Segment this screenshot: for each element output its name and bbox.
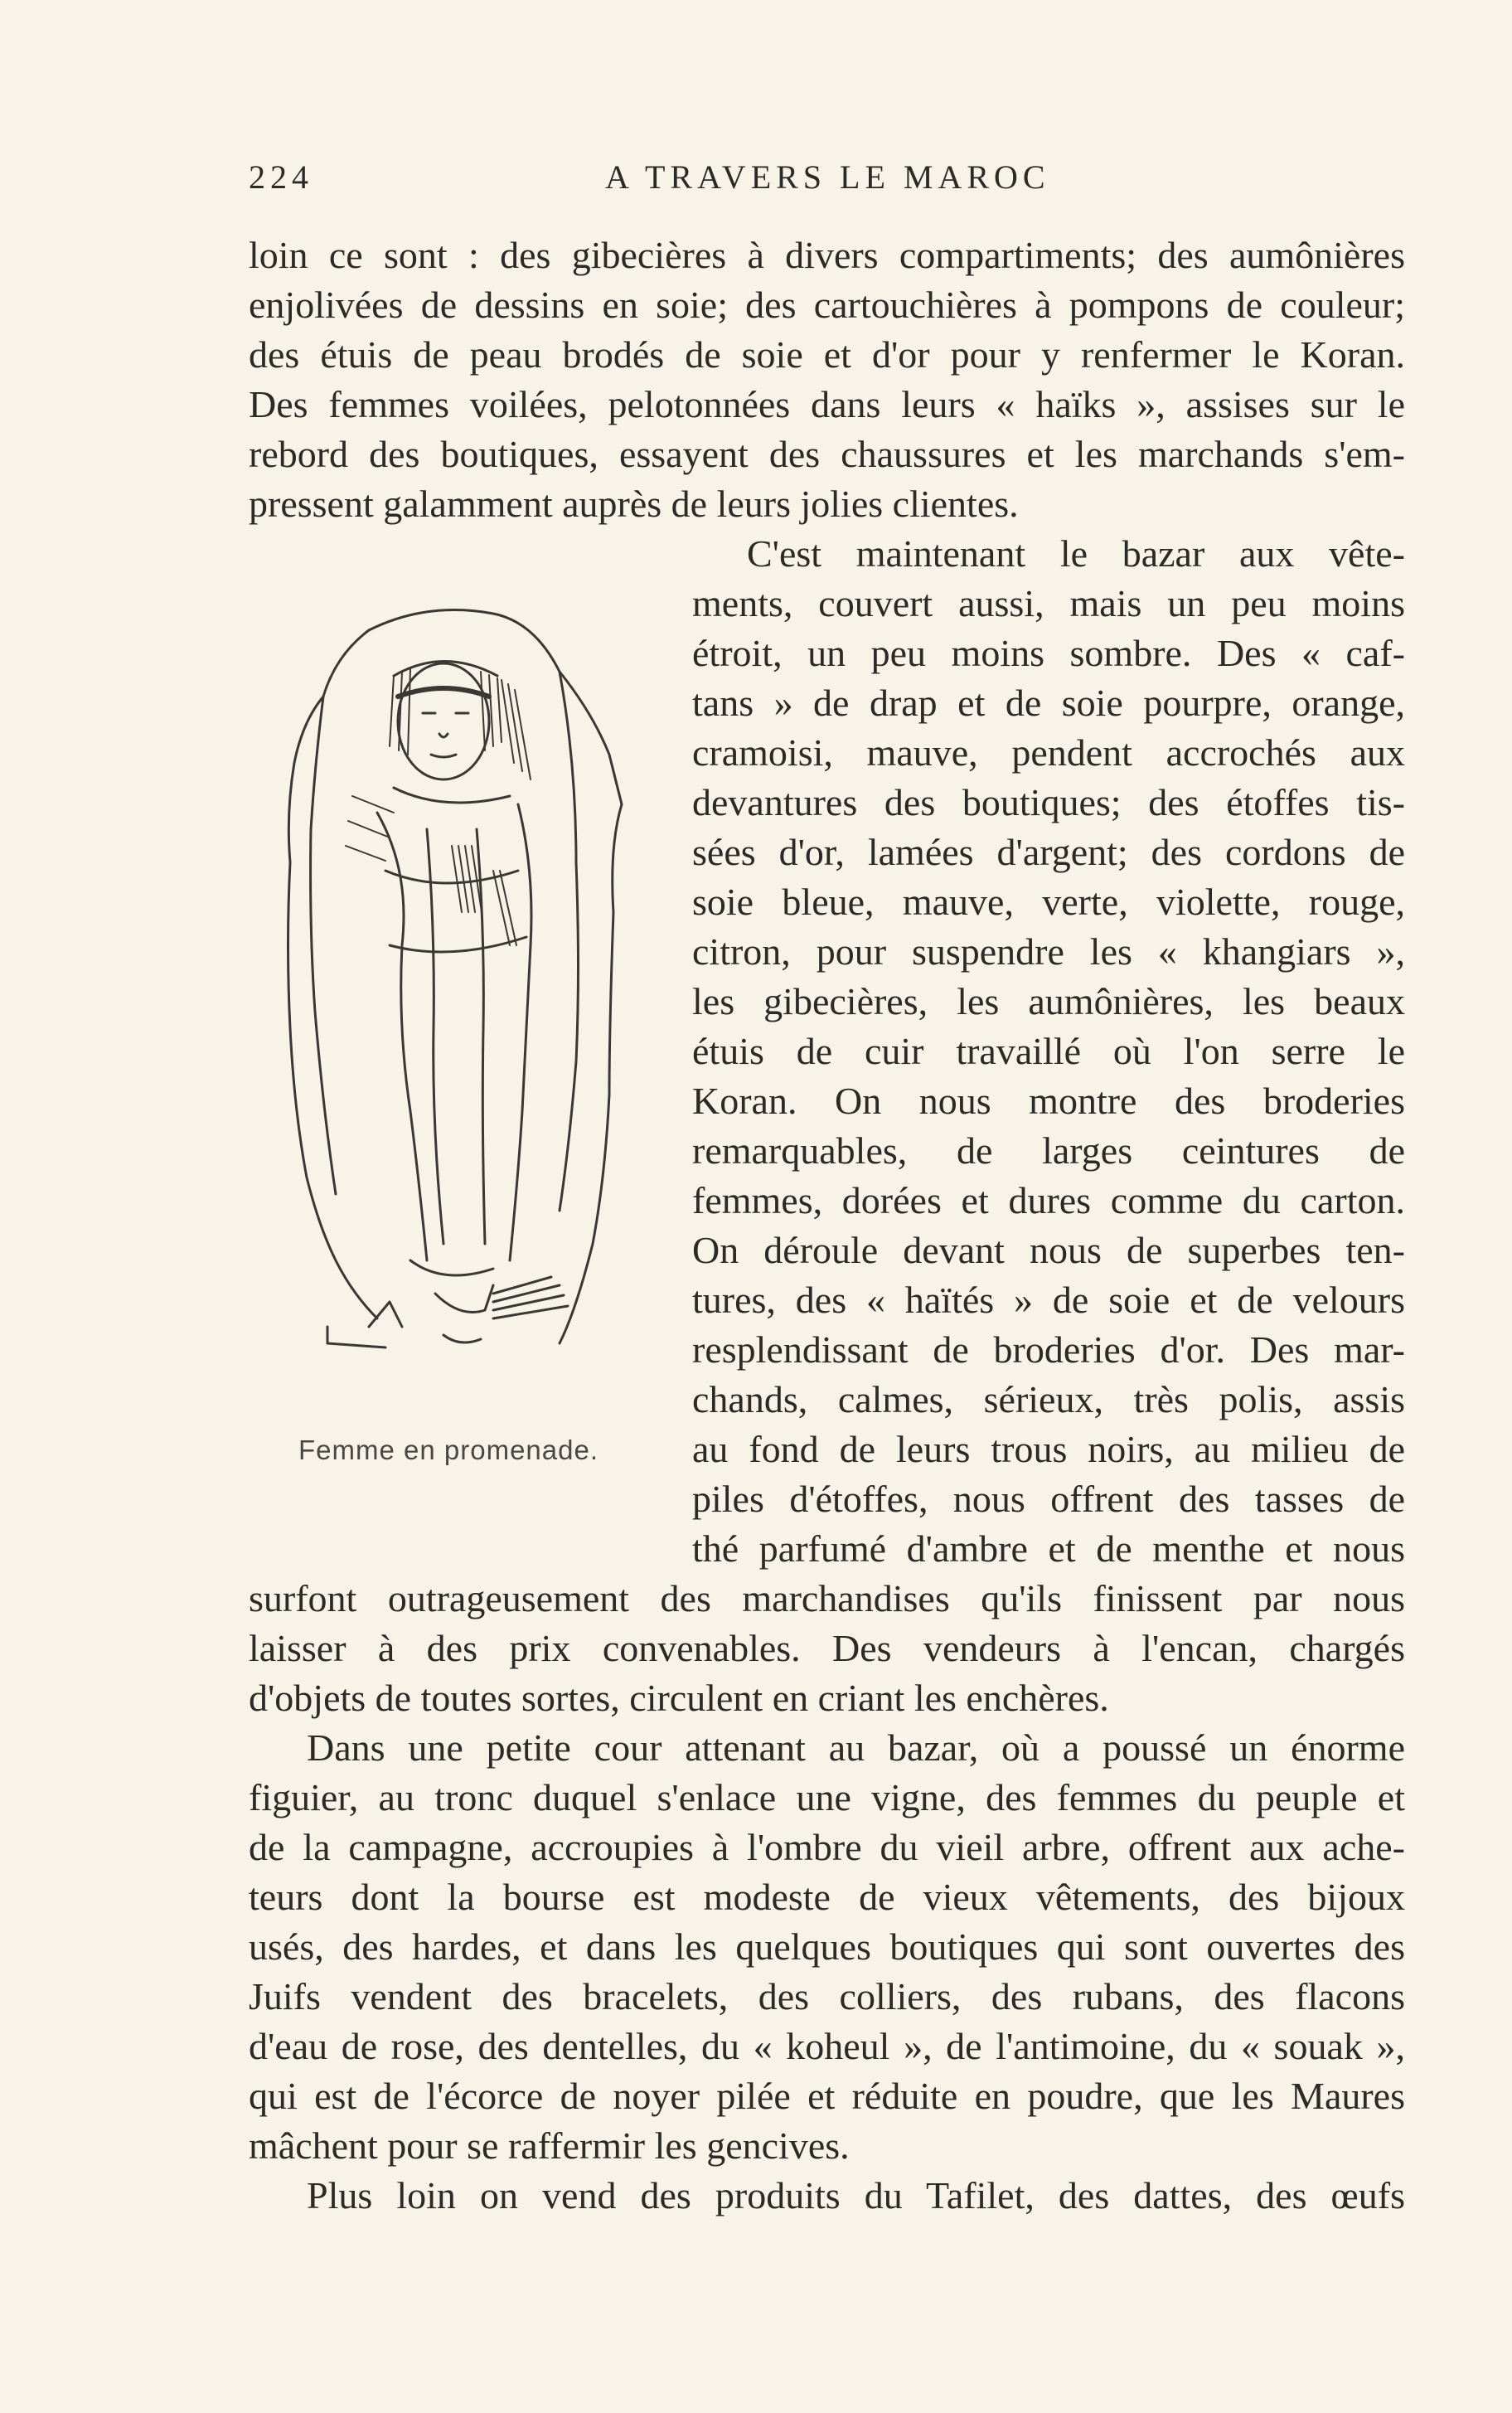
text-line: ments, couvert aussi, mais un peu moins (692, 582, 1405, 624)
text-line: rebord des boutiques, essayent des chaussures et les marchands s'em- (249, 433, 1405, 475)
text-line: enjolivées de dessins en soie; des cartouchières à pompons de couleur; (249, 284, 1405, 326)
page-number: 224 (249, 158, 313, 196)
text-line: chands, calmes, sérieux, très polis, assis (692, 1378, 1405, 1420)
text-line: loin ce sont : des gibecières à divers compartiments; des aumônières (249, 234, 1405, 276)
text-line: citron, pour suspendre les « khangiars », (692, 930, 1405, 973)
text-line: devantures des boutiques; des étoffes tis- (692, 781, 1405, 823)
text-line: soie bleue, mauve, verte, violette, rouge, (692, 881, 1405, 923)
text-line: de la campagne, accroupies à l'ombre du vieil arbre, offrent aux ache- (249, 1826, 1405, 1868)
text-line: Des femmes voilées, pelotonnées dans leurs « haïks », assises sur le (249, 383, 1405, 425)
text-line: femmes, dorées et dures comme du carton. (692, 1179, 1405, 1221)
figure-caption: Femme en promenade. (298, 1435, 599, 1465)
text-line: Juifs vendent des bracelets, des colliers, des rubans, des flacons (249, 1975, 1405, 2017)
text-line: resplendissant de broderies d'or. Des mar- (692, 1328, 1405, 1371)
text-line: laisser à des prix convenables. Des vendeurs à l'encan, chargés (249, 1627, 1405, 1669)
text-line: thé parfumé d'ambre et de menthe et nous (692, 1527, 1405, 1570)
text-line: surfont outrageusement des marchandises qu'ils finissent par nous (249, 1577, 1405, 1619)
text-line: des étuis de peau brodés de soie et d'or pour y renfermer le Koran. (249, 333, 1405, 376)
text-line: cramoisi, mauve, pendent accrochés aux (692, 731, 1405, 774)
running-header (249, 158, 1409, 207)
text-line: d'eau de rose, des dentelles, du « koheul », de l'antimoine, du « souak », (249, 2025, 1405, 2067)
text-line: piles d'étoffes, nous offrent des tasses de (692, 1478, 1405, 1520)
text-line: étuis de cuir travaillé où l'on serre le (692, 1030, 1405, 1072)
text-line: sées d'or, lamées d'argent; des cordons de (692, 831, 1405, 873)
text-line: remarquables, de larges ceintures de (692, 1129, 1405, 1172)
text-line: usés, des hardes, et dans les quelques boutiques qui sont ouvertes des (249, 1925, 1405, 1968)
text-line: Dans une petite cour attenant au bazar, où a poussé un énorme (307, 1726, 1405, 1769)
text-line: au fond de leurs trous noirs, au milieu de (692, 1428, 1405, 1470)
text-line: Plus loin on vend des produits du Tafilet, des dattes, des œufs (307, 2174, 1405, 2216)
text-line: tures, des « haïtés » de soie et de velours (692, 1279, 1405, 1321)
text-line: C'est maintenant le bazar aux vête- (747, 532, 1405, 575)
text-line: figuier, au tronc duquel s'enlace une vigne, des femmes du peuple et (249, 1776, 1405, 1818)
veiled-woman-illustration (245, 597, 676, 1426)
text-line: On déroule devant nous de superbes ten- (692, 1229, 1405, 1271)
running-title: A TRAVERS LE MAROC (605, 158, 1050, 196)
text-line: tans » de drap et de soie pourpre, orange, (692, 682, 1405, 724)
text-line: Koran. On nous montre des broderies (692, 1080, 1405, 1122)
text-line: mâchent pour se raffermir les gencives. (249, 2124, 850, 2167)
text-line: teurs dont la bourse est modeste de vieux vêtements, des bijoux (249, 1876, 1405, 1918)
text-line: d'objets de toutes sortes, circulent en criant les enchères. (249, 1677, 1109, 1719)
text-line: les gibecières, les aumônières, les beaux (692, 980, 1405, 1022)
text-line: qui est de l'écorce de noyer pilée et réduite en poudre, que les Maures (249, 2075, 1405, 2117)
text-line: étroit, un peu moins sombre. Des « caf- (692, 632, 1405, 674)
text-line: pressent galamment auprès de leurs jolies clientes. (249, 483, 1019, 525)
